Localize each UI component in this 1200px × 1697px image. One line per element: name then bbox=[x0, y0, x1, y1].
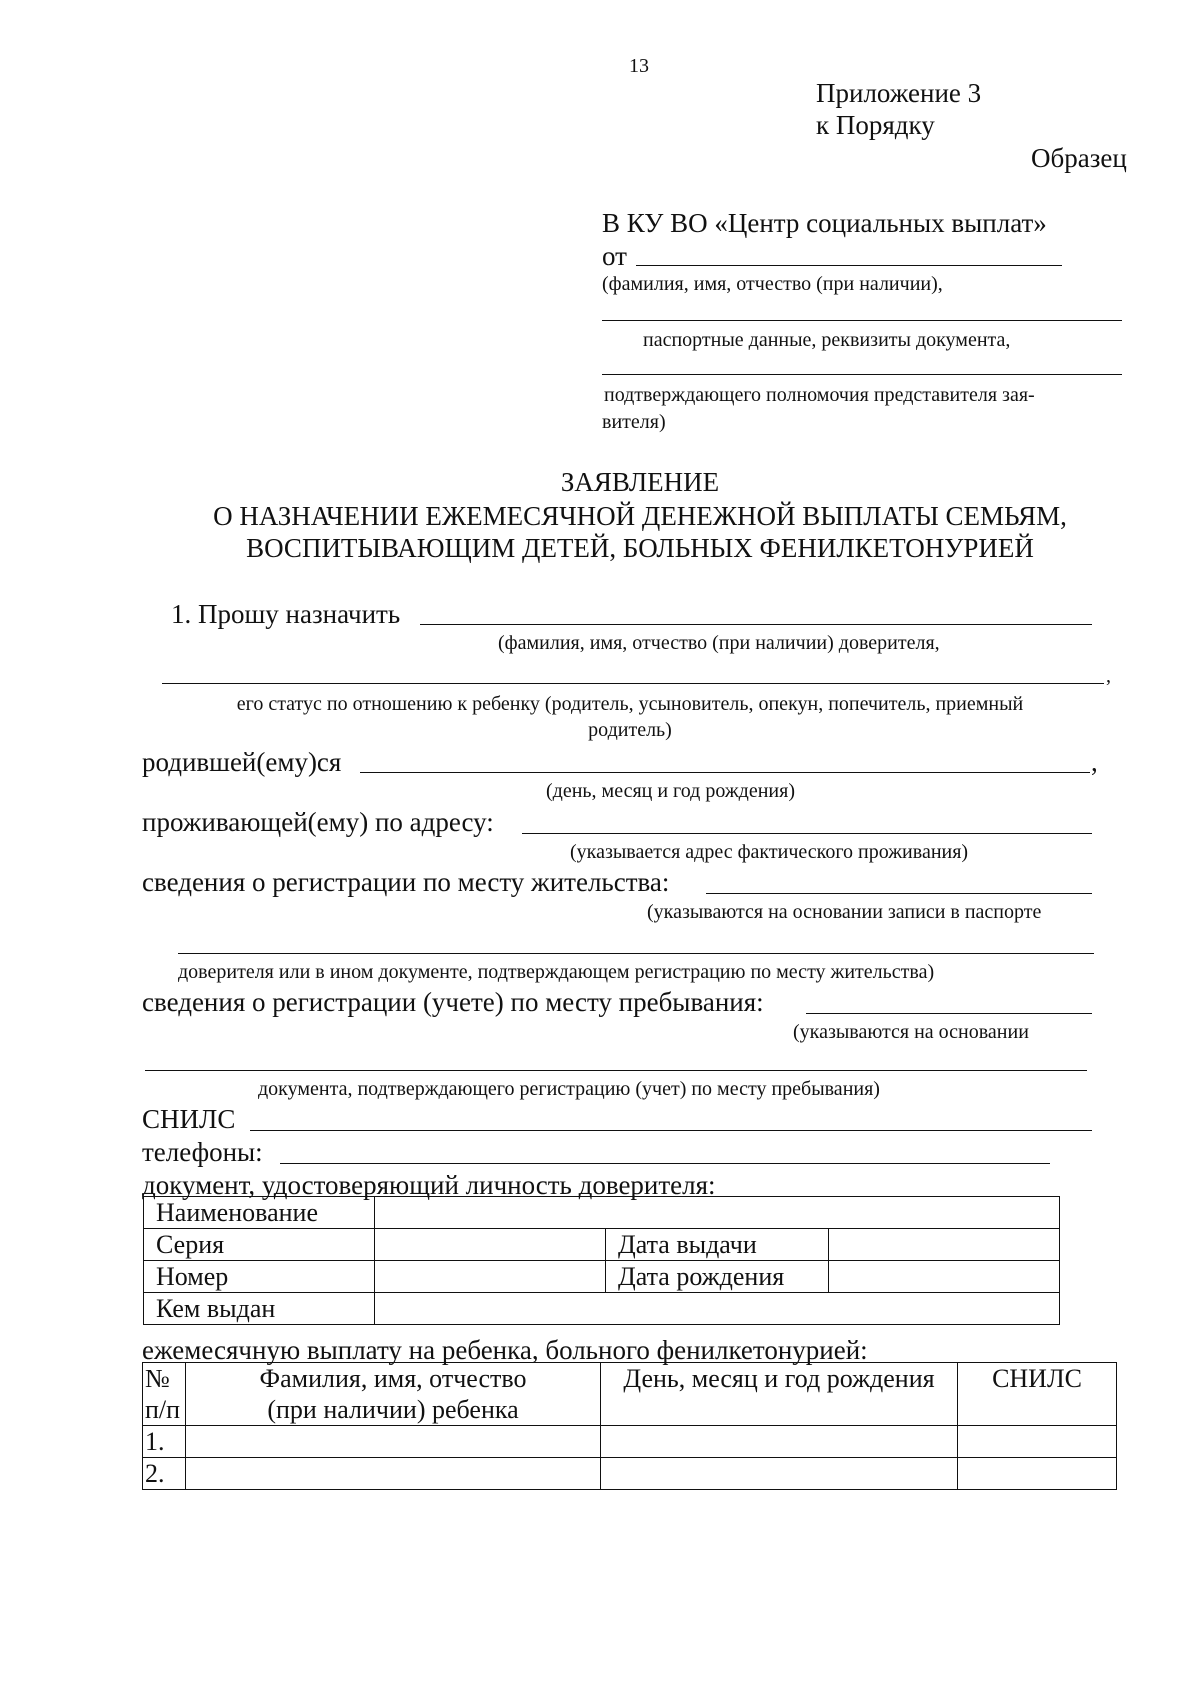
address-field[interactable] bbox=[522, 833, 1092, 834]
id-birth-date-value[interactable] bbox=[829, 1261, 1060, 1293]
stay-hint-a: (указываются на основании bbox=[793, 1021, 1029, 1043]
child-name-cell[interactable] bbox=[186, 1458, 601, 1490]
table-row bbox=[143, 1363, 1117, 1426]
page-number: 13 bbox=[629, 55, 649, 77]
child-snils-cell[interactable] bbox=[958, 1458, 1117, 1490]
birth-date-field[interactable] bbox=[360, 772, 1090, 773]
id-name-value[interactable] bbox=[375, 1197, 1060, 1229]
col-birth-header: День, месяц и год рождения bbox=[601, 1363, 958, 1426]
principal-status-field[interactable] bbox=[162, 683, 1104, 684]
phones-label: телефоны: bbox=[142, 1137, 263, 1167]
registration-hint-b: доверителя или в ином документе, подтверждающем регистрацию по месту жительства) bbox=[178, 961, 935, 983]
stay-field[interactable] bbox=[806, 1013, 1092, 1014]
representative-doc-hint-b: вителя) bbox=[602, 411, 666, 433]
sample-label: Образец bbox=[1031, 143, 1127, 173]
document-title: ЗАЯВЛЕНИЕ bbox=[560, 467, 720, 497]
registration-label: сведения о регистрации по месту жительства: bbox=[142, 867, 670, 897]
id-issued-by-value[interactable] bbox=[375, 1293, 1060, 1325]
children-intro: ежемесячную выплату на ребенка, больного фенилкетонурией: bbox=[142, 1335, 868, 1365]
col-number-header bbox=[143, 1363, 186, 1426]
registration-field-2[interactable] bbox=[178, 953, 1094, 954]
col-number-header-b: п/п bbox=[145, 1395, 181, 1424]
applicant-name-field[interactable] bbox=[636, 265, 1062, 266]
passport-data-field[interactable] bbox=[602, 320, 1122, 321]
id-doc-label: документ, удостоверяющий личность доверителя: bbox=[142, 1170, 716, 1200]
child-row-number: 1. bbox=[143, 1426, 186, 1458]
table-row bbox=[143, 1458, 1117, 1490]
appendix-number: Приложение 3 bbox=[816, 78, 982, 108]
document-subtitle-line1: О НАЗНАЧЕНИИ ЕЖЕМЕСЯЧНОЙ ДЕНЕЖНОЙ ВЫПЛАТЫ СЕМЬЯМ, bbox=[213, 501, 1067, 531]
registration-hint-a: (указываются на основании записи в паспорте bbox=[647, 901, 1042, 923]
representative-doc-hint-a: подтверждающего полномочия представителя зая- bbox=[604, 384, 1035, 406]
id-number-label: Номер bbox=[144, 1261, 375, 1293]
stay-field-2[interactable] bbox=[145, 1070, 1087, 1071]
birth-date-hint: (день, месяц и год рождения) bbox=[546, 780, 795, 802]
id-issued-by-label: Кем выдан bbox=[144, 1293, 375, 1325]
col-number-header-a: № bbox=[145, 1364, 170, 1393]
principal-status-hint-a: его статус по отношению к ребенку (родитель, усыновитель, опекун, попечитель, приемный bbox=[236, 693, 1024, 715]
children-table bbox=[142, 1362, 1117, 1490]
child-birth-cell[interactable] bbox=[601, 1458, 958, 1490]
id-birth-date-label: Дата рождения bbox=[606, 1261, 829, 1293]
id-issue-date-label: Дата выдачи bbox=[606, 1229, 829, 1261]
appendix-reference: к Порядку bbox=[816, 110, 935, 140]
representative-doc-field[interactable] bbox=[602, 374, 1122, 375]
id-number-value[interactable] bbox=[375, 1261, 606, 1293]
col-snils-header: СНИЛС bbox=[958, 1363, 1117, 1426]
address-label: проживающей(ему) по адресу: bbox=[142, 807, 494, 837]
child-snils-cell[interactable] bbox=[958, 1426, 1117, 1458]
table-row bbox=[144, 1197, 1060, 1229]
principal-name-hint: (фамилия, имя, отчество (при наличии) доверителя, bbox=[498, 632, 940, 654]
snils-label: СНИЛС bbox=[142, 1104, 236, 1134]
request-label: 1. Прошу назначить bbox=[171, 599, 401, 629]
col-child-name-header bbox=[186, 1363, 601, 1426]
child-name-cell[interactable] bbox=[186, 1426, 601, 1458]
col-child-name-header-a: Фамилия, имя, отчество bbox=[259, 1364, 527, 1393]
applicant-name-hint: (фамилия, имя, отчество (при наличии), bbox=[602, 273, 943, 295]
col-child-name-header-b: (при наличии) ребенка bbox=[267, 1395, 519, 1424]
snils-field[interactable] bbox=[250, 1130, 1092, 1131]
passport-data-hint: паспортные данные, реквизиты документа, bbox=[643, 329, 1011, 351]
child-birth-cell[interactable] bbox=[601, 1426, 958, 1458]
id-name-label: Наименование bbox=[144, 1197, 375, 1229]
status-comma: , bbox=[1106, 665, 1111, 687]
registration-field[interactable] bbox=[706, 893, 1092, 894]
id-document-table bbox=[143, 1196, 1060, 1325]
document-subtitle-line2: ВОСПИТЫВАЮЩИМ ДЕТЕЙ, БОЛЬНЫХ ФЕНИЛКЕТОНУРИЕЙ bbox=[246, 533, 1034, 563]
addressee-from-label: от bbox=[602, 241, 627, 271]
address-hint: (указывается адрес фактического проживания) bbox=[570, 841, 969, 863]
stay-label: сведения о регистрации (учете) по месту пребывания: bbox=[142, 987, 764, 1017]
birth-comma: , bbox=[1091, 747, 1098, 777]
child-row-number: 2. bbox=[143, 1458, 186, 1490]
id-series-value[interactable] bbox=[375, 1229, 606, 1261]
birth-label: родившей(ему)ся bbox=[142, 747, 342, 777]
id-issue-date-value[interactable] bbox=[829, 1229, 1060, 1261]
principal-status-hint-b: родитель) bbox=[588, 719, 672, 741]
table-row bbox=[143, 1426, 1117, 1458]
id-series-label: Серия bbox=[144, 1229, 375, 1261]
phones-field[interactable] bbox=[280, 1163, 1050, 1164]
principal-name-field[interactable] bbox=[420, 624, 1092, 625]
stay-hint-b: документа, подтверждающего регистрацию (учет) по месту пребывания) bbox=[258, 1078, 880, 1100]
table-row bbox=[144, 1293, 1060, 1325]
table-row bbox=[144, 1261, 1060, 1293]
table-row bbox=[144, 1229, 1060, 1261]
addressee-to: В КУ ВО «Центр социальных выплат» bbox=[602, 208, 1047, 238]
